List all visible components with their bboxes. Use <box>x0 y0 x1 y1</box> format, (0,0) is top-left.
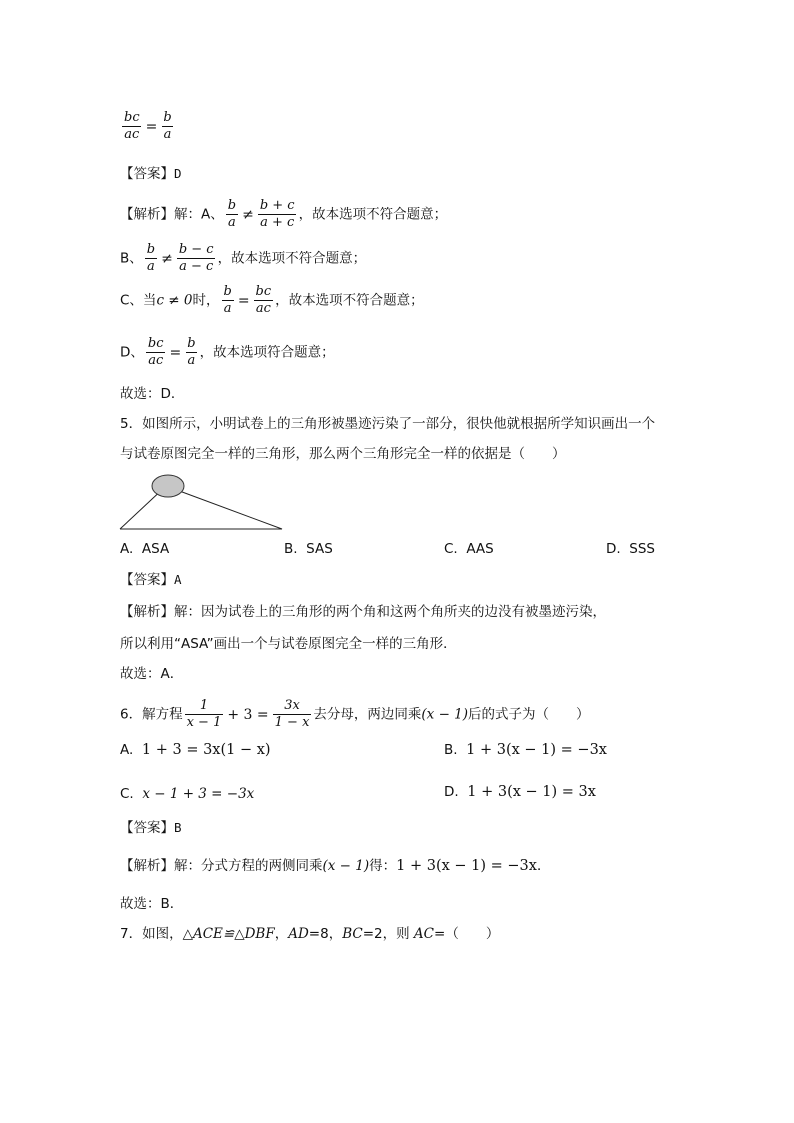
fraction: $\frac{bc}{ac}$ <box>124 110 140 142</box>
fraction: $\frac{bc}{ac}$ <box>255 284 272 316</box>
q5-option-a: A. ASA <box>120 541 170 557</box>
fraction: $\frac{3x}{1 - x}$ <box>274 698 310 730</box>
q5-analysis-line1: 【解析】解：因为试卷上的三角形的两个角和这两个角所夹的边没有被墨迹污染， <box>120 604 606 620</box>
ink-blot <box>152 475 184 497</box>
fraction: $\frac{bc}{ac}$ <box>147 336 164 368</box>
q4-tail-equation: $\frac{bc}{ac}$ = $\frac{b}{a}$ <box>124 110 172 142</box>
q5-option-b: B. SAS <box>284 541 333 557</box>
q6-option-d: D. 1 + 3(x − 1) = 3x <box>444 784 596 800</box>
q7-stem: 7．如图，△ACE≌△DBF，AD=8，BC=2，则 AC=（ ） <box>120 926 500 942</box>
q5-option-c: C. AAS <box>444 541 494 557</box>
q6-stem: 6．解方程 $\frac{1}{x - 1}$ + 3 = $\frac{3x}{1 - x}$ 去分母，两边同乘(x − 1)后的式子为（ ） <box>120 698 590 730</box>
q6-conclusion: 故选：B． <box>120 896 184 912</box>
q4-analysis-line-b: B、 $\frac{b}{a}$ ≠ $\frac{b - c}{a - c}$ ，故本选项不符合题意； <box>120 242 367 274</box>
q6-answer: 【答案】B <box>120 820 182 836</box>
fraction: $\frac{b}{a}$ <box>223 284 232 316</box>
q6-option-c: C. x − 1 + 3 = −3x <box>120 786 255 802</box>
q5-stem-line2: 与试卷原图完全一样的三角形，那么两个三角形完全一样的依据是（ ） <box>120 446 566 462</box>
q4-analysis-line-c: C、当c ≠ 0时， $\frac{b}{a}$ = $\frac{bc}{ac}$ ，故本选项不符合题意； <box>120 284 424 316</box>
q4-conclusion: 故选：D． <box>120 386 185 402</box>
fraction: $\frac{b}{a}$ <box>187 336 196 368</box>
fraction: $\frac{b}{a}$ <box>146 242 156 274</box>
q6-analysis: 【解析】解：分式方程的两侧同乘(x − 1)得：1 + 3(x − 1) = −3x． <box>120 858 551 874</box>
q5-answer: 【答案】A <box>120 572 182 588</box>
fraction: $\frac{b - c}{a - c}$ <box>178 242 214 274</box>
q4-answer: 【答案】D <box>120 166 182 182</box>
q5-stem-line1: 5．如图所示，小明试卷上的三角形被墨迹污染了一部分，很快他就根据所学知识画出一个 <box>120 416 656 432</box>
q6-option-a: A. 1 + 3 = 3x(1 − x) <box>120 742 271 758</box>
q4-analysis-line-a: 【解析】解：A、 $\frac{b}{a}$ ≠ $\frac{b + c}{a + c}$ ，故本选项不符合题意； <box>120 198 448 230</box>
triangle-outline <box>120 486 282 529</box>
q5-option-d: D. SSS <box>606 541 655 557</box>
fraction: $\frac{1}{x - 1}$ <box>186 698 222 730</box>
q4-analysis-line-d: D、 $\frac{bc}{ac}$ = $\frac{b}{a}$ ，故本选项符合题意； <box>120 336 335 368</box>
fraction: $\frac{b}{a}$ <box>163 110 172 142</box>
q5-conclusion: 故选：A． <box>120 666 184 682</box>
fraction: $\frac{b + c}{a + c}$ <box>259 198 295 230</box>
q6-option-b: B. 1 + 3(x − 1) = −3x <box>444 742 607 758</box>
q5-triangle-figure <box>118 470 286 532</box>
fraction: $\frac{b}{a}$ <box>227 198 237 230</box>
q5-analysis-line2: 所以利用“ASA”画出一个与试卷原图完全一样的三角形． <box>120 636 457 652</box>
